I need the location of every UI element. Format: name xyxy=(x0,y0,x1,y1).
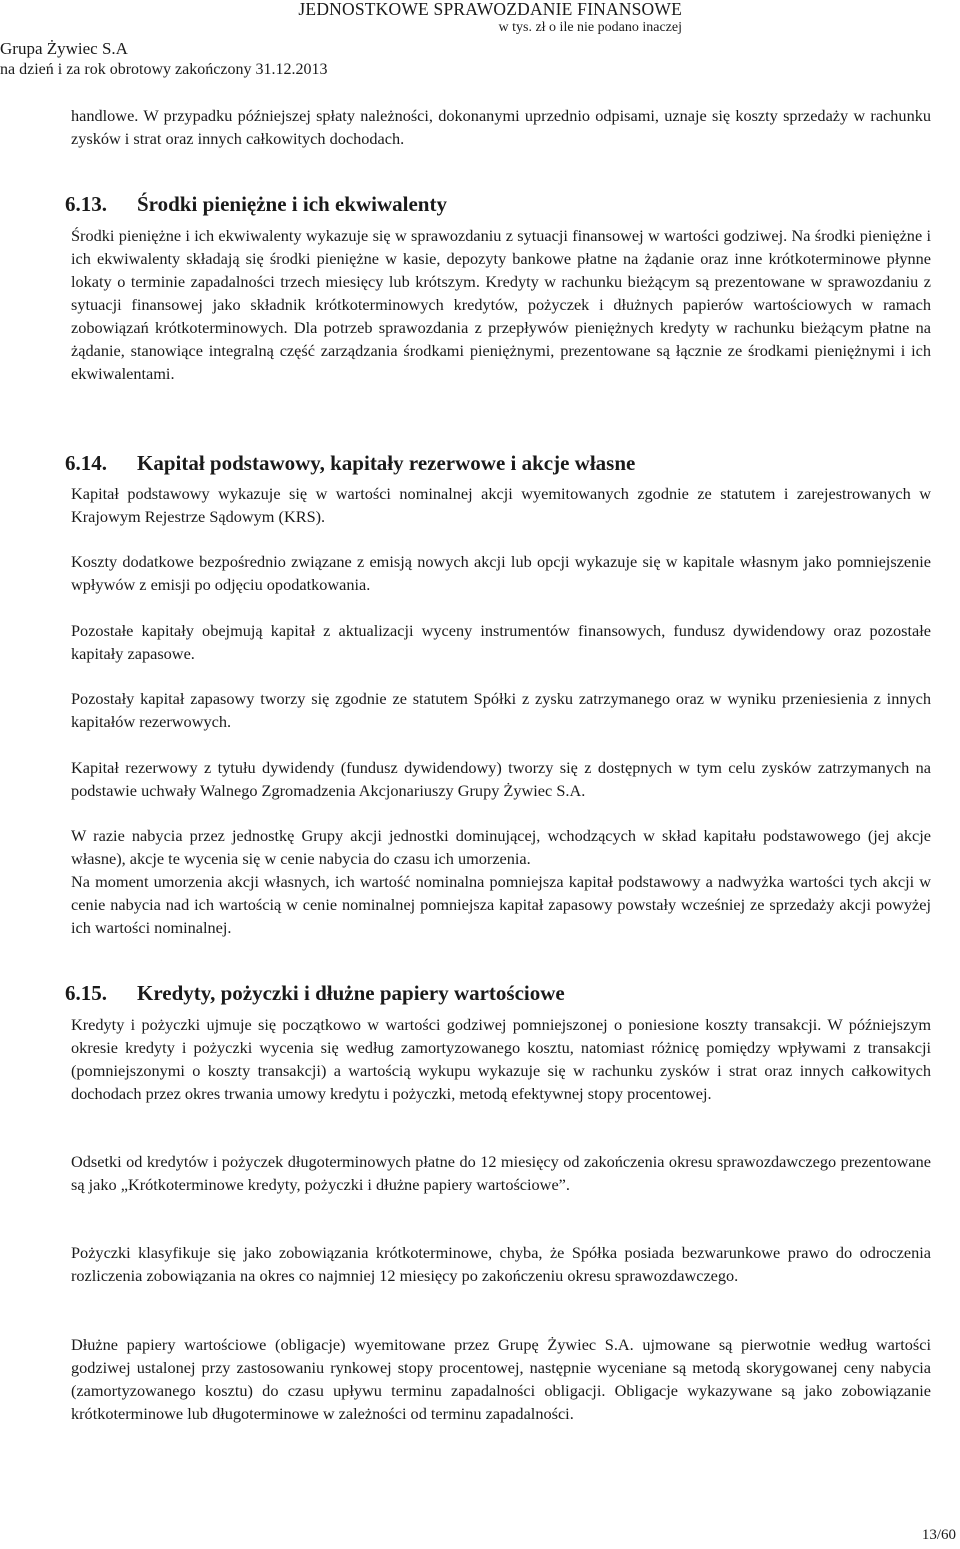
section-number: 6.13. xyxy=(65,192,107,217)
paragraph-text: Na moment umorzenia akcji własnych, ich wartość nominalna pomniejsza kapitał podstawowy a nadwyżka wartości tych akcji w cenie nabycia nad ich wartością w cenie nominalnej pomniejsza kapitał zapasowy powstały wcześniej ze sprzedaży akcji powyżej ich wartości nominalnej. xyxy=(71,872,931,937)
paragraph-text: Pozostałe kapitały obejmują kapitał z aktualizacji wyceny instrumentów finansowych, fundusz dywidendowy oraz pozostałe kapitały zapasowe. xyxy=(71,621,931,663)
paragraph-text: Pozostały kapitał zapasowy tworzy się zgodnie ze statutem Spółki z zysku zatrzymanego oraz w wyniku przeniesienia z innych kapitałów rezerwowych. xyxy=(71,689,931,731)
paragraph: Środki pieniężne i ich ekwiwalenty wykazuje się w sprawozdaniu z sytuacji finansowej w wartości godziwej. Na środki pieniężne i ich ekwiwalenty składają się środki pieniężne w kasie, depozyty bankowe płatne na żądanie oraz inne krótkoterminowe płynne lokaty o terminie zapadalności trzech miesięcy lub krótszym. Kredyty w rachunku bieżącym są prezentowane w sprawozdaniu z sytuacji finansowej jako składnik krótkoterminowych kredytów, pożyczek i dłużnych papierów wartościowych w ramach zobowiązań krótkoterminowych. Dla potrzeb sprawozdania z przepływów pieniężnych kredyty w rachunku bieżącym płatne na żądanie, stanowiące integralną część zarządzania środkami pieniężnymi, prezentowane są łącznie ze środkami pieniężnymi i ich ekwiwalentami. xyxy=(71,226,931,383)
paragraph xyxy=(71,619,931,665)
paragraph-text: Dłużne papiery wartościowe (obligacje) wyemitowane przez Grupę Żywiec S.A. ujmowane są pierwotnie według wartości godziwej ustalonej przy zastosowaniu rynkowej stopy procentowej, następnie wyceniane są metodą skorygowanej ceny nabycia (zamortyzowanego kosztu) do czasu upływu terminu zapadalności obligacji. Obligacje wykazywane są jako zobowiązanie krótkoterminowe lub długoterminowe w zależności od terminu zapadalności. xyxy=(71,1335,931,1423)
section-number: 6.15. xyxy=(65,981,107,1006)
paragraph-text: Odsetki od kredytów i pożyczek długoterminowych płatne do 12 miesięcy od zakończenia okresu sprawozdawczego prezentowane są jako „Krótkoterminowe kredyty, pożyczki i dłużne papiery wartościowe”. xyxy=(71,1152,931,1194)
paragraph-text: W razie nabycia przez jednostkę Grupy akcji jednostki dominującej, wchodzących w skład kapitału podstawowego (jej akcje własne), akcje te wycenia się w cenie nabycia do czasu ich umorzenia. xyxy=(71,826,931,868)
paragraph-text: Kapitał podstawowy wykazuje się w wartości nominalnej akcji wyemitowanych zgodnie ze statutem i zarejestrowanych w Krajowym Rejestrze Sądowym (KRS). xyxy=(71,484,931,526)
section-6-13-body xyxy=(71,224,931,385)
report-title: JEDNOSTKOWE SPRAWOZDANIE FINANSOWE xyxy=(298,0,682,19)
units-note: w tys. zł o ile nie podano inaczej xyxy=(498,20,682,35)
section-heading-6-15 xyxy=(65,980,565,1006)
header-left xyxy=(0,38,327,80)
section-heading-6-14 xyxy=(65,450,635,476)
company-name: Grupa Żywiec S.A xyxy=(0,39,128,58)
section-title: Środki pieniężne i ich ekwiwalenty xyxy=(137,192,447,217)
section-number: 6.14. xyxy=(65,451,107,476)
paragraph xyxy=(71,756,931,802)
paragraph xyxy=(71,1013,931,1105)
paragraph xyxy=(71,687,931,733)
paragraph-text: Kapitał rezerwowy z tytułu dywidendy (fundusz dywidendowy) tworzy się z dostępnych w tym celu zysków zatrzymanych na podstawie uchwały Walnego Zgromadzenia Akcjonariuszy Grupy Żywiec S.A. xyxy=(71,758,931,800)
paragraph xyxy=(71,550,931,596)
paragraph xyxy=(71,824,931,939)
paragraph-text: Koszty dodatkowe bezpośrednio związane z emisją nowych akcji lub opcji wykazuje się w kapitale własnym jako pomniejszenie wpływów z emisji po odjęciu opodatkowania. xyxy=(71,552,931,594)
page-number: 13/60 xyxy=(921,1527,956,1543)
header-right xyxy=(298,0,682,37)
paragraph xyxy=(71,1150,931,1196)
section-title: Kapitał podstawowy, kapitały rezerwowe i akcje własne xyxy=(137,451,636,476)
section-heading-6-13 xyxy=(65,191,447,217)
paragraph-text: Kredyty i pożyczki ujmuje się początkowo w wartości godziwej pomniejszonej o poniesione koszty transakcji. W późniejszym okresie kredyty i pożyczki wycenia się według zamortyzowanego kosztu, natomiast różnicę pomiędzy wpływami z transakcji (pomniejszonymi o koszty transakcji) a wartością wykupu wykazuje się w rachunku zysków i strat oraz innych całkowitych dochodach przez okres trwania umowy kredytu i pożyczki, metodą efektywnej stopy procentowej. xyxy=(71,1015,931,1103)
section-title: Kredyty, pożyczki i dłużne papiery wartościowe xyxy=(137,981,565,1006)
paragraph-text: Pożyczki klasyfikuje się jako zobowiązania krótkoterminowe, chyba, że Spółka posiada bezwarunkowe prawo do odroczenia rozliczenia zobowiązania na okres co najmniej 12 miesięcy po zakończeniu okresu sprawozdawczego. xyxy=(71,1243,931,1285)
intro-paragraph: handlowe. W przypadku późniejszej spłaty należności, dokonanymi uprzednio odpisami, uznaje się koszty sprzedaży w rachunku zysków i strat oraz innych całkowitych dochodach. xyxy=(71,106,931,148)
paragraph xyxy=(71,1333,931,1425)
paragraph xyxy=(71,1241,931,1287)
paragraph xyxy=(71,482,931,528)
reporting-period: na dzień i za rok obrotowy zakończony 31.12.2013 xyxy=(0,61,328,78)
